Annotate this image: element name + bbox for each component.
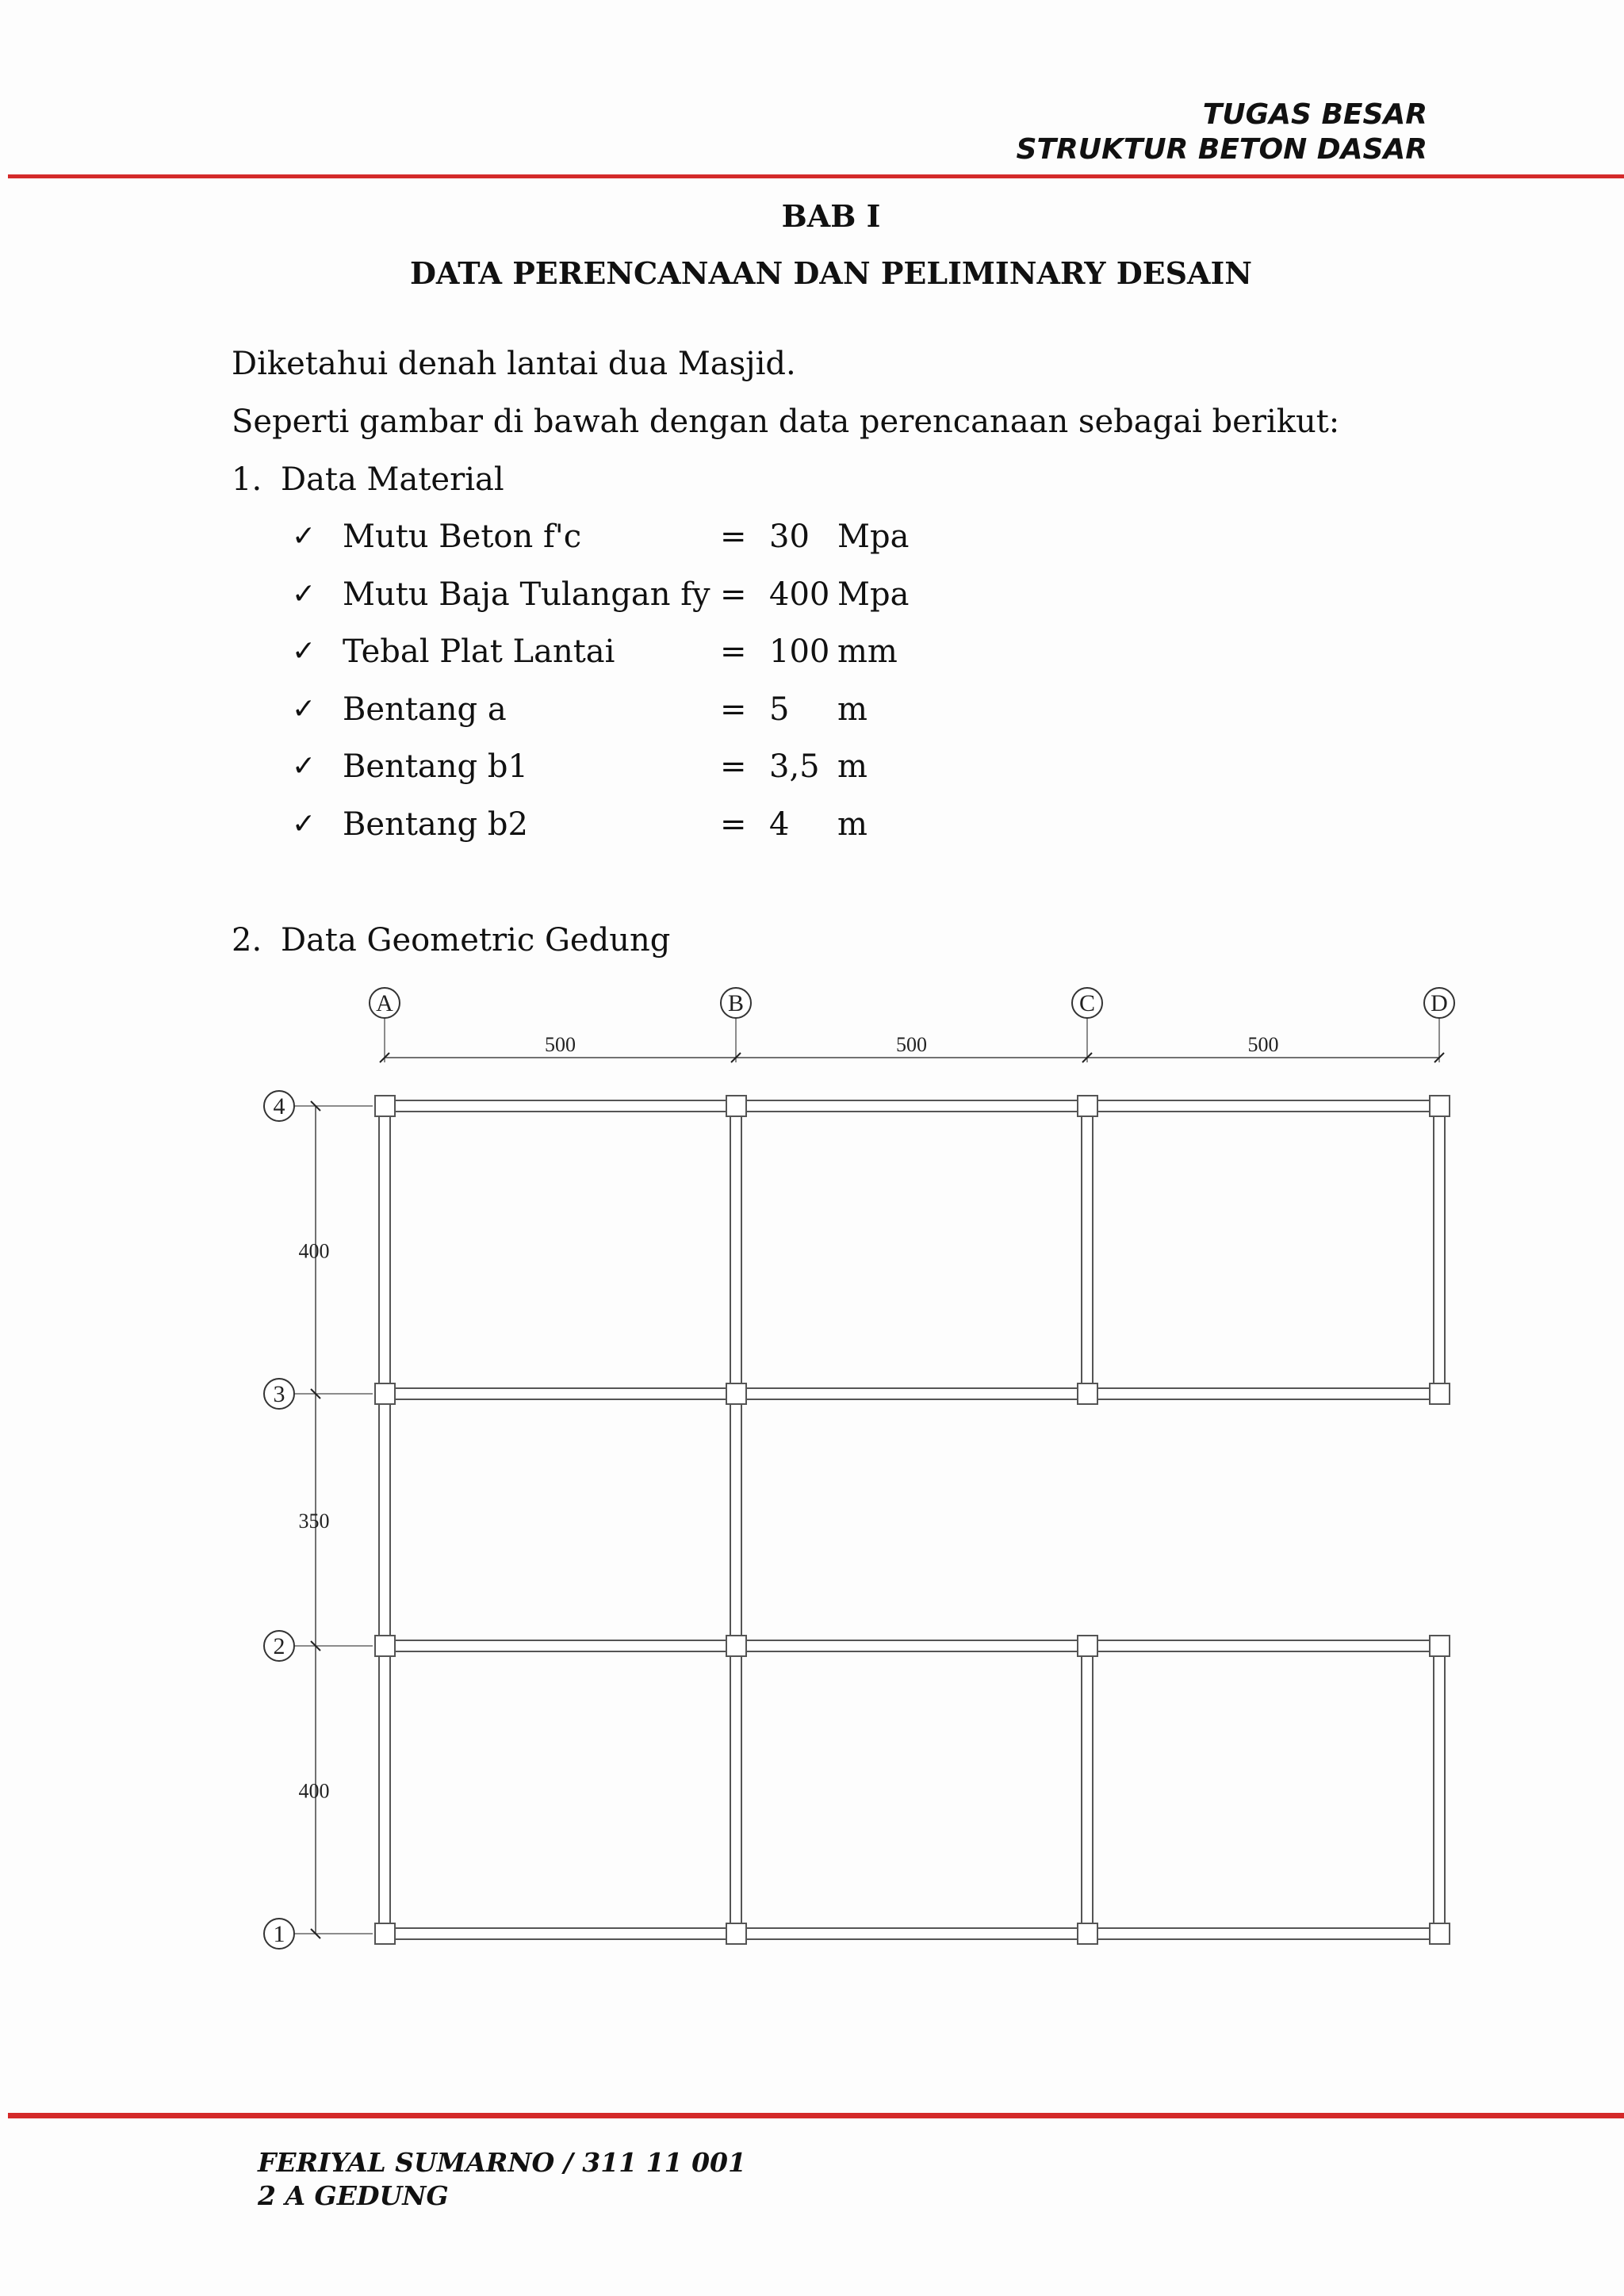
dimension-label: 400 bbox=[298, 1779, 330, 1803]
column bbox=[375, 1096, 395, 1116]
equals-sign: = bbox=[720, 691, 747, 728]
material-unit: m bbox=[837, 748, 868, 786]
grid-label-column: C bbox=[1078, 990, 1096, 1016]
material-label: Tebal Plat Lantai bbox=[343, 633, 615, 671]
checkmark-icon: ✓ bbox=[292, 577, 316, 610]
intro-line-2: Seperti gambar di bawah dengan data perencanaan sebagai berikut: bbox=[232, 404, 1340, 440]
footer-divider bbox=[8, 2113, 1624, 2118]
beam bbox=[385, 1640, 1439, 1651]
equals-sign: = bbox=[720, 633, 747, 671]
column bbox=[1430, 1923, 1450, 1944]
section-number: 1. bbox=[232, 461, 262, 498]
dimension-label: 350 bbox=[298, 1510, 330, 1533]
intro-line-1: Diketahui denah lantai dua Masjid. bbox=[232, 346, 796, 382]
equals-sign: = bbox=[720, 806, 747, 843]
beam bbox=[1434, 1646, 1445, 1934]
column bbox=[726, 1636, 746, 1656]
grid-label-row: 4 bbox=[273, 1093, 285, 1119]
column bbox=[726, 1383, 746, 1404]
column bbox=[375, 1636, 395, 1656]
footer-class: 2 A GEDUNG bbox=[258, 2180, 449, 2211]
chapter-title: BAB I bbox=[781, 198, 881, 234]
material-label: Bentang a bbox=[343, 691, 507, 728]
beam bbox=[730, 1106, 741, 1934]
footer-author: FERIYAL SUMARNO / 311 11 001 bbox=[258, 2147, 746, 2178]
dimension-label: 500 bbox=[896, 1033, 927, 1056]
dimension-label: 500 bbox=[1247, 1033, 1279, 1056]
section-title: Data Geometric Gedung bbox=[281, 922, 671, 959]
checkmark-icon: ✓ bbox=[292, 750, 316, 783]
column bbox=[726, 1096, 746, 1116]
header-course-type: TUGAS BESAR bbox=[1202, 98, 1427, 131]
column bbox=[1078, 1383, 1097, 1404]
column bbox=[375, 1923, 395, 1944]
dimension-label: 400 bbox=[298, 1239, 330, 1263]
column bbox=[1078, 1636, 1097, 1656]
material-unit: Mpa bbox=[837, 519, 910, 555]
material-label: Mutu Baja Tulangan fy bbox=[343, 576, 710, 613]
material-value: 100 bbox=[769, 633, 830, 671]
material-value: 30 bbox=[769, 519, 810, 555]
grid-label-column: D bbox=[1431, 990, 1448, 1016]
grid-label-row: 3 bbox=[273, 1381, 285, 1407]
column bbox=[1078, 1923, 1097, 1944]
grid-label-column: A bbox=[376, 990, 393, 1016]
column bbox=[726, 1923, 746, 1944]
material-value: 4 bbox=[769, 806, 790, 843]
beam bbox=[385, 1100, 1439, 1112]
column bbox=[1430, 1636, 1450, 1656]
beam bbox=[385, 1388, 1439, 1399]
material-unit: m bbox=[837, 806, 868, 843]
checkmark-icon: ✓ bbox=[292, 692, 316, 725]
grid-label-row: 2 bbox=[273, 1633, 285, 1659]
beam bbox=[379, 1106, 390, 1934]
column bbox=[1430, 1096, 1450, 1116]
equals-sign: = bbox=[720, 576, 747, 613]
material-value: 400 bbox=[769, 576, 830, 613]
beam bbox=[1434, 1106, 1445, 1394]
section-title: Data Material bbox=[281, 461, 504, 498]
checkmark-icon: ✓ bbox=[292, 807, 316, 840]
beam bbox=[385, 1928, 1439, 1939]
column bbox=[375, 1383, 395, 1404]
chapter-subtitle: DATA PERENCANAAN DAN PELIMINARY DESAIN bbox=[409, 255, 1253, 291]
grid-label-column: B bbox=[727, 990, 745, 1016]
equals-sign: = bbox=[720, 748, 747, 786]
material-label: Mutu Beton f'c bbox=[343, 519, 582, 555]
checkmark-icon: ✓ bbox=[292, 520, 316, 553]
section-number: 2. bbox=[232, 922, 262, 959]
material-unit: mm bbox=[837, 633, 898, 671]
material-value: 3,5 bbox=[769, 748, 820, 786]
column bbox=[1430, 1383, 1450, 1404]
material-unit: m bbox=[837, 691, 868, 728]
grid-label-row: 1 bbox=[273, 1921, 285, 1947]
column bbox=[1078, 1096, 1097, 1116]
beam bbox=[1082, 1646, 1093, 1934]
material-unit: Mpa bbox=[837, 576, 910, 613]
beam bbox=[1082, 1106, 1093, 1394]
checkmark-icon: ✓ bbox=[292, 635, 316, 668]
equals-sign: = bbox=[720, 519, 747, 555]
header-course-name: STRUKTUR BETON DASAR bbox=[1016, 133, 1427, 166]
material-label: Bentang b1 bbox=[343, 748, 528, 786]
material-value: 5 bbox=[769, 691, 790, 728]
dimension-label: 500 bbox=[545, 1033, 576, 1056]
material-label: Bentang b2 bbox=[343, 806, 528, 843]
